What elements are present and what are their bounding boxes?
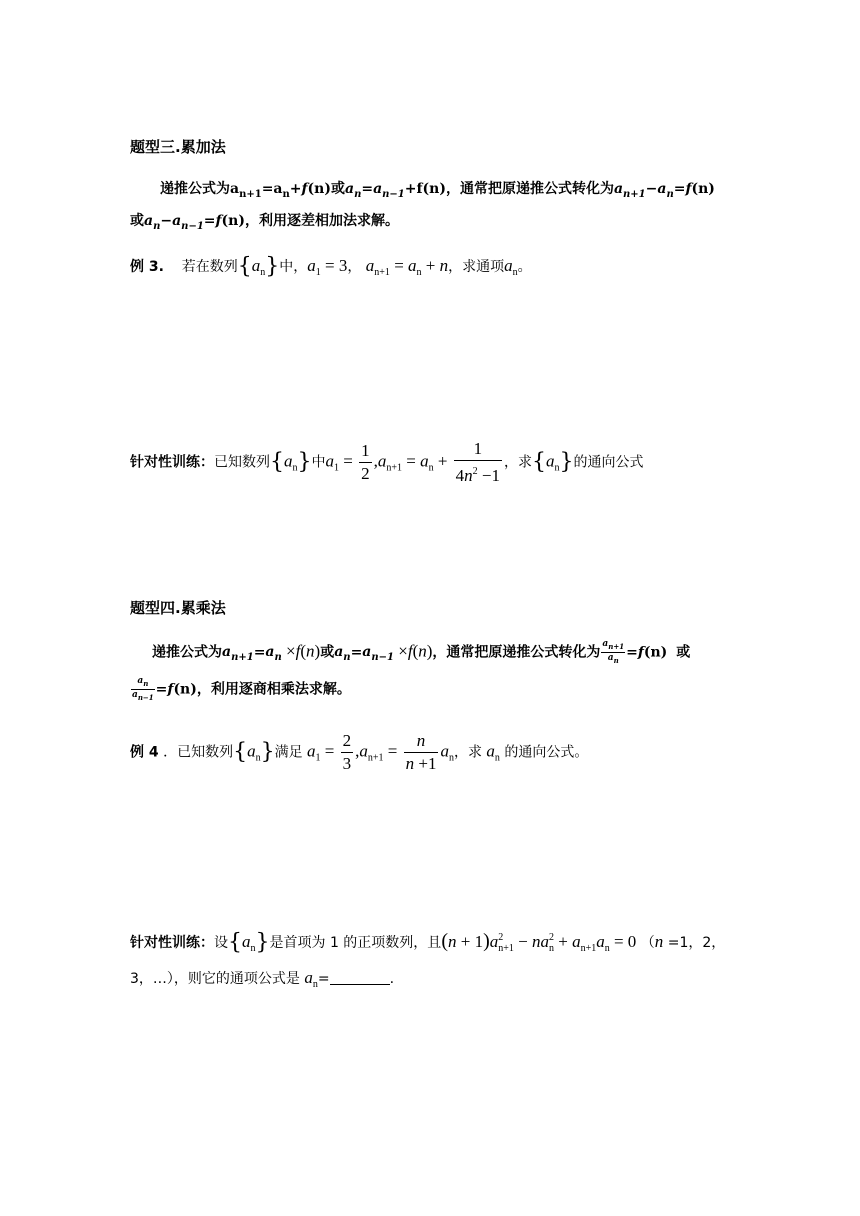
section3-practice: 针对性训练：已知数列$\{a_n\}$中$a_1$ = $\frac{1}{2}$ $,a_{n+1} = a_n$ + $\frac{1}{4n^2 -1}$ ，求$\{a_n\}$的通向公式 [130, 439, 644, 485]
section4-practice-line2: 3，…），则它的通项公式是 $a_n=$ . [130, 968, 395, 990]
fraction-two-thirds: $\frac{2}{3}$ [342, 731, 352, 773]
example4: 例 4 ．已知数列$\{a_n\}$满足 $a_1$ = $\frac{2}{3}$ $,a_{n+1}$ = $\frac{n}{n +1}$ $a_n$，求 $a_n$ 的通向公式。 [130, 731, 589, 773]
section4-description-line2: $\frac{a_n}{a_{n-1}}$ =f(n)，利用逐商相乘法求解。 [132, 676, 351, 702]
answer-blank [330, 970, 390, 985]
section3-description-line2: 或$a_n-a_{n-1}=f(n)$，利用逐差相加法求解。 [130, 213, 399, 232]
section4-heading: 题型四.累乘法 [130, 599, 226, 617]
fraction-one-over-4n2-1: $\frac{1}{4n^2 -1}$ [455, 439, 501, 485]
section4-practice-line1: 针对性训练：设$\{a_n\}$是首项为 1 的正项数列，且(n + 1)a 2 n+1 − na 2 n + $a_{n+1}a_n = 0$ （n =1，2， [130, 930, 726, 955]
fraction-one-half: $\frac{1}{2}$ [361, 441, 370, 483]
section3-heading: 题型三.累加法 [130, 138, 226, 156]
fraction-an1-over-an: $\frac{a_{n+1}}{a_n}$ [602, 639, 625, 665]
example3: 例 3. 若在数列$\{a_n\}$中，$a_1 = 3$， $a_{n+1} = a_n + n$，求通项$a_n$。 [130, 254, 532, 279]
fraction-an-over-an-1: $\frac{a_n}{a_{n-1}}$ [132, 676, 154, 702]
section3-description-line1: 递推公式为$a_{n+1}=a_n+f(n)$或$a_n=a_{n-1}+f(n)$，通常把原递推公式转化为$a_{n+1}-a_n=f(n)$ [160, 181, 715, 200]
section4-description-line1: 递推公式为$a_{n+1}=a_n \times f(n)$或$a_n=a_{n-1} \times f(n)$，通常把原递推公式转化为 $\frac{a_{n+1}}{a_n}$ =f(n) 或 [152, 639, 691, 665]
fraction-n-over-n-plus-1: $\frac{n}{n +1}$ [405, 731, 437, 773]
